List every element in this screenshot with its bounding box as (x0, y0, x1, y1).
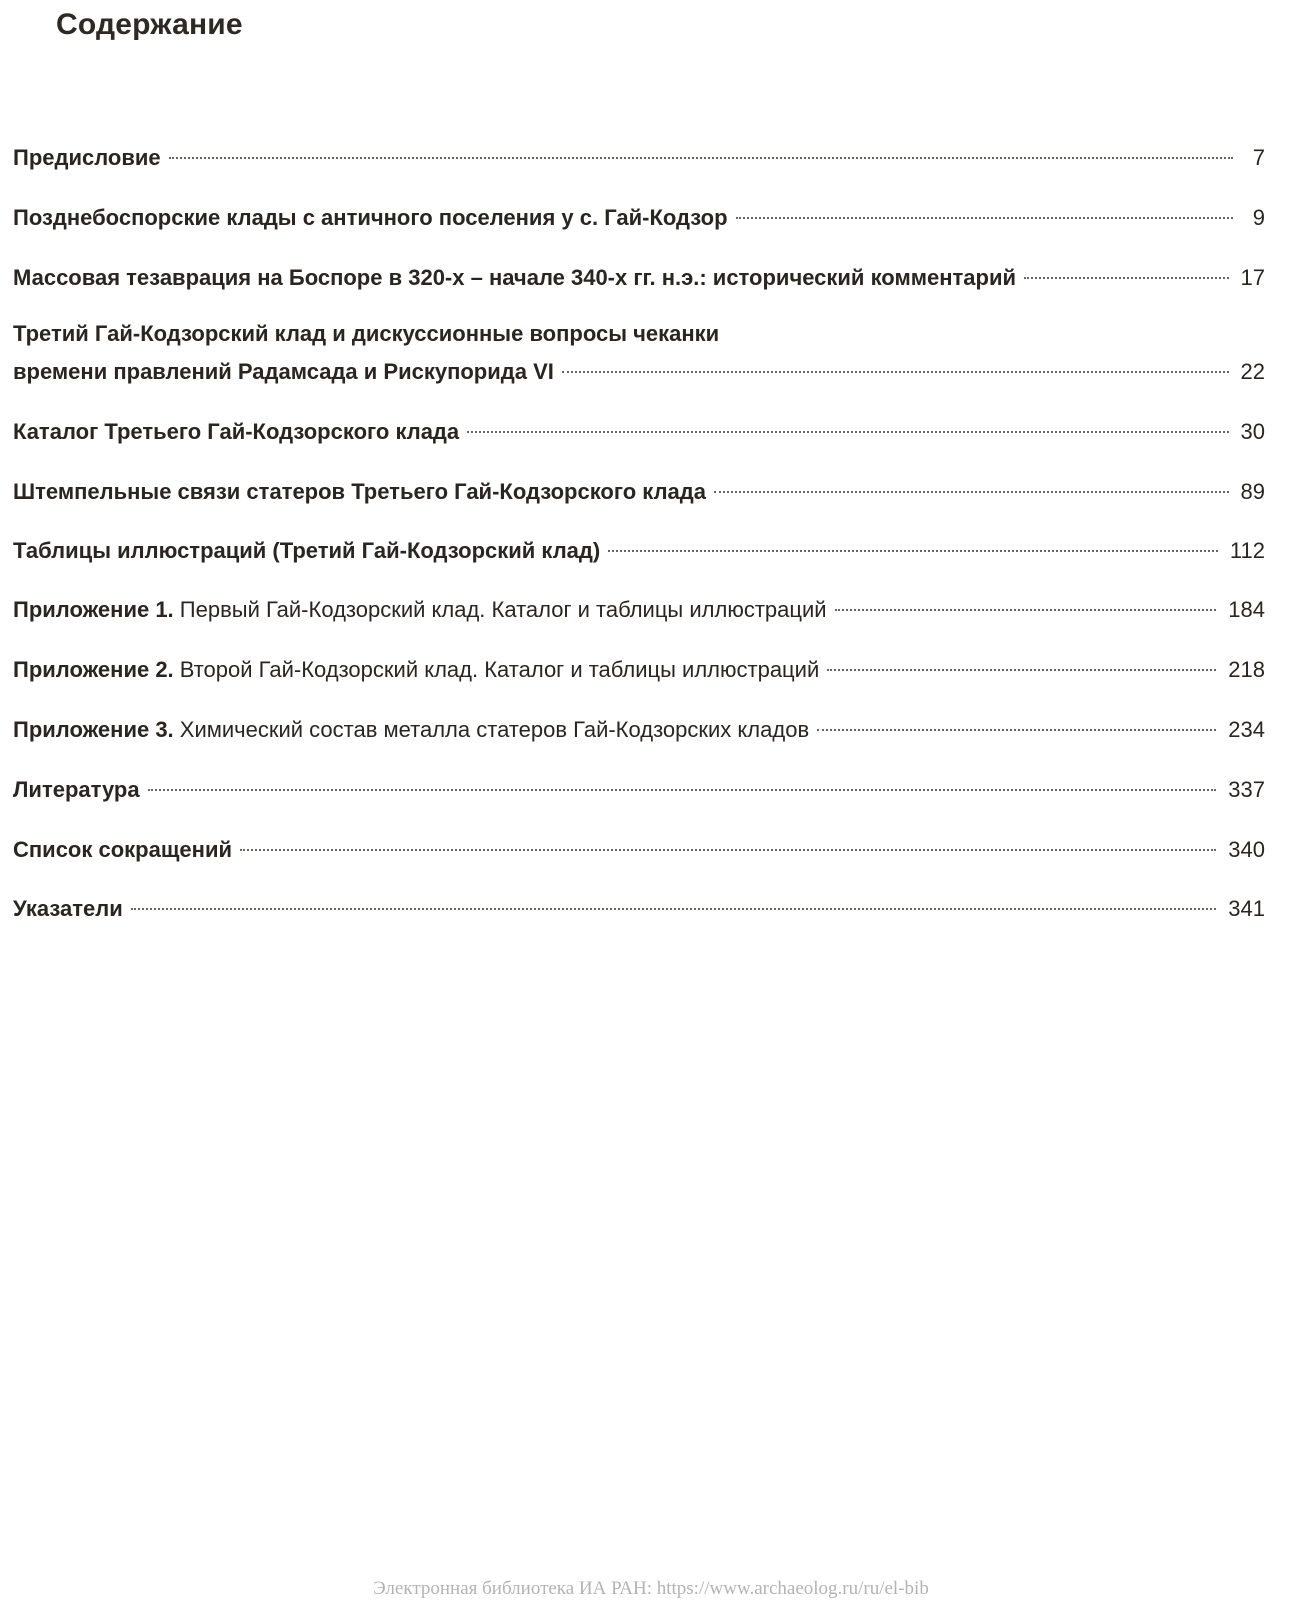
toc-entry-hoards[interactable] (13, 204, 1265, 232)
toc-entry-title: Позднебоспорские клады с античного поселения у с. Гай-Кодзор (13, 205, 728, 230)
toc-entry-title: Приложение 1. (13, 597, 174, 622)
toc-page-number: 17 (1240, 265, 1265, 290)
toc-entry-label (13, 596, 827, 624)
dot-leader (1024, 277, 1229, 279)
dot-leader (240, 849, 1216, 851)
dot-leader (736, 217, 1233, 219)
toc-entry-appendix-3[interactable] (13, 716, 1265, 744)
toc-entry-title: Список сокращений (13, 837, 232, 862)
toc-entry-label (13, 716, 809, 744)
toc-entry-label (13, 776, 140, 804)
dot-leader (608, 550, 1218, 552)
toc-entry-catalog[interactable] (13, 418, 1265, 446)
toc-entry-title: Каталог Третьего Гай-Кодзорского клада (13, 419, 460, 444)
toc-entry-subtitle: Второй Гай-Кодзорский клад. Каталог и таблицы иллюстраций (173, 657, 820, 682)
toc-entry-abbreviations[interactable] (13, 836, 1265, 864)
toc-entry-label (13, 836, 232, 864)
toc-entry-title: времени правлений Радамсада и Рискупорида VI (13, 359, 554, 384)
toc-entry-title: Предисловие (13, 145, 161, 170)
toc-entry-subtitle: Химический состав металла статеров Гай-Кодзорских кладов (173, 717, 810, 742)
toc-entry-subtitle: Первый Гай-Кодзорский клад. Каталог и таблицы иллюстраций (173, 597, 827, 622)
toc-page-number: 30 (1240, 419, 1265, 444)
library-footer: Электронная библиотека ИА РАН: https://www.archaeolog.ru/ru/el-bib (373, 1578, 929, 1599)
toc-entry-label (13, 418, 459, 446)
toc-entry-literature[interactable] (13, 776, 1265, 804)
toc-page-number: 22 (1240, 359, 1265, 384)
toc-page-number: 340 (1228, 837, 1265, 862)
dot-leader (714, 491, 1229, 493)
toc-entry-title: Литература (13, 777, 140, 802)
toc-page-number: 7 (1252, 145, 1265, 170)
toc-entry-label (13, 537, 600, 565)
toc-entry-third-hoard[interactable] (13, 320, 1265, 386)
toc-entry-indexes[interactable] (13, 895, 1265, 923)
dot-leader (131, 908, 1217, 910)
dot-leader (148, 789, 1217, 791)
toc-entry-label (13, 358, 554, 386)
dot-leader (835, 609, 1217, 611)
toc-entry-first-line: Третий Гай-Кодзорский клад и дискуссионные вопросы чеканки (13, 321, 720, 346)
toc-entry-title: Приложение 2. (13, 657, 174, 682)
toc-page-number: 9 (1252, 205, 1265, 230)
toc-page-number: 341 (1228, 896, 1265, 921)
dot-leader (169, 157, 1233, 159)
dot-leader (817, 729, 1216, 731)
toc-entry-title: Приложение 3. (13, 717, 174, 742)
toc-entry-preface[interactable] (13, 144, 1265, 172)
toc-page-number: 337 (1228, 777, 1265, 802)
toc-page-number: 89 (1240, 479, 1265, 504)
toc-entry-title: Массовая тезаврация на Боспоре в 320-х – начале 340-х гг. н.э.: исторический комментарий (13, 265, 1017, 290)
toc-entry-die-links[interactable] (13, 478, 1265, 506)
toc-entry-label (13, 656, 819, 684)
toc-entry-label (13, 478, 706, 506)
toc-entry-plates[interactable] (13, 537, 1265, 565)
toc-page-number: 184 (1228, 597, 1265, 622)
toc-entry-appendix-2[interactable] (13, 656, 1265, 684)
toc-entry-label (13, 144, 161, 172)
dot-leader (827, 669, 1216, 671)
toc-entry-label (13, 895, 123, 923)
page-title: Содержание (56, 8, 243, 41)
toc-entry-appendix-1[interactable] (13, 596, 1265, 624)
toc-entry-title: Таблицы иллюстраций (Третий Гай-Кодзорский клад) (13, 538, 601, 563)
toc-entry-title: Штемпельные связи статеров Третьего Гай-Кодзорского клада (13, 479, 706, 504)
toc-entry-thesauration[interactable] (13, 264, 1265, 292)
toc-page-number: 218 (1228, 657, 1265, 682)
dot-leader (467, 431, 1228, 433)
toc-entry-label (13, 204, 728, 232)
toc-entry-label (13, 264, 1016, 292)
dot-leader (562, 371, 1229, 373)
toc-page-number: 112 (1229, 538, 1265, 563)
toc-entry-title: Указатели (13, 896, 123, 921)
toc-page-number: 234 (1228, 717, 1265, 742)
